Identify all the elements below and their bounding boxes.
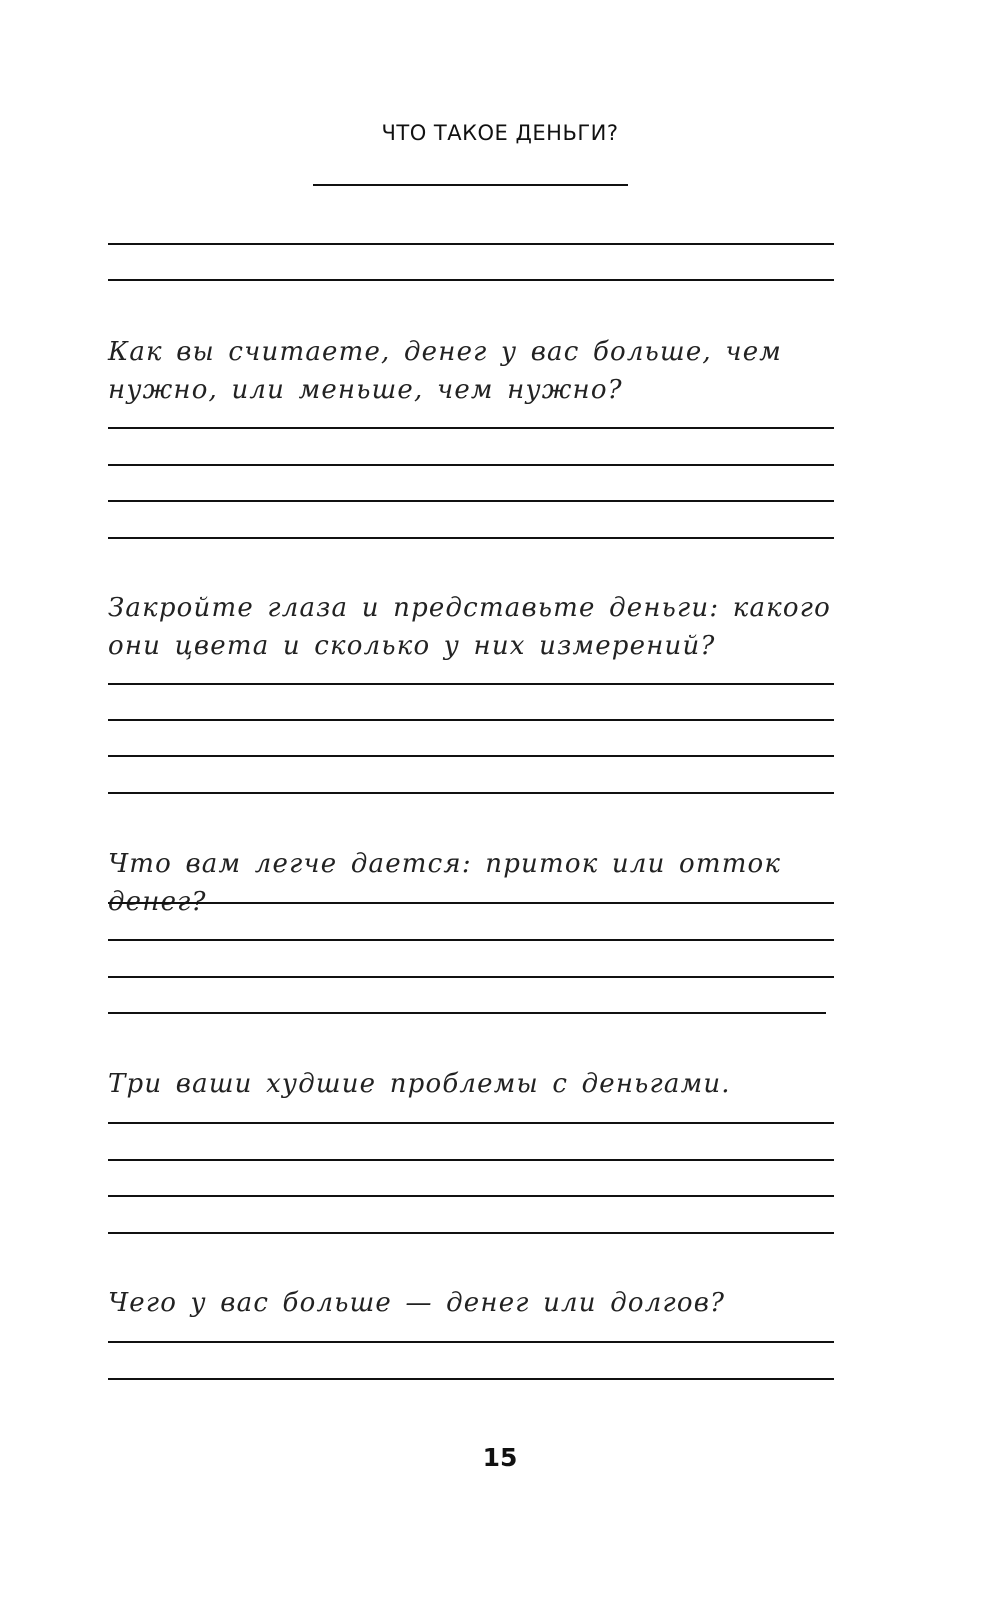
answer-line[interactable] xyxy=(108,1159,834,1161)
answer-line[interactable] xyxy=(108,1232,834,1234)
answer-line[interactable] xyxy=(108,537,834,539)
running-head-rule xyxy=(313,184,628,186)
question-3: Что вам легче дается: приток или отток денег? xyxy=(108,849,782,917)
answer-line[interactable] xyxy=(108,792,834,794)
answer-line[interactable] xyxy=(108,1341,834,1343)
answer-line[interactable] xyxy=(108,755,834,757)
page-number: 15 xyxy=(482,1443,518,1472)
answer-line[interactable] xyxy=(108,243,834,245)
question-1: Как вы считаете, денег у вас больше, чем нужно, или меньше, чем нужно? xyxy=(108,337,783,405)
answer-line[interactable] xyxy=(108,976,834,978)
running-head: ЧТО ТАКОЕ ДЕНЬГИ? xyxy=(381,121,619,145)
answer-line[interactable] xyxy=(108,1012,826,1014)
answer-line[interactable] xyxy=(108,464,834,466)
answer-line[interactable] xyxy=(108,1195,834,1197)
question-5: Чего у вас больше — денег или долгов? xyxy=(108,1288,726,1318)
answer-line[interactable] xyxy=(108,683,834,685)
answer-line[interactable] xyxy=(108,939,834,941)
answer-line[interactable] xyxy=(108,719,834,721)
answer-line[interactable] xyxy=(108,1378,834,1380)
answer-line[interactable] xyxy=(108,500,834,502)
answer-line[interactable] xyxy=(108,902,834,904)
answer-line[interactable] xyxy=(108,427,834,429)
answer-line[interactable] xyxy=(108,279,834,281)
question-4: Три ваши худшие проблемы с деньгами. xyxy=(108,1069,731,1099)
answer-line[interactable] xyxy=(108,1122,834,1124)
question-2: Закройте глаза и представьте деньги: какого они цвета и сколько у них измерений? xyxy=(108,593,831,661)
